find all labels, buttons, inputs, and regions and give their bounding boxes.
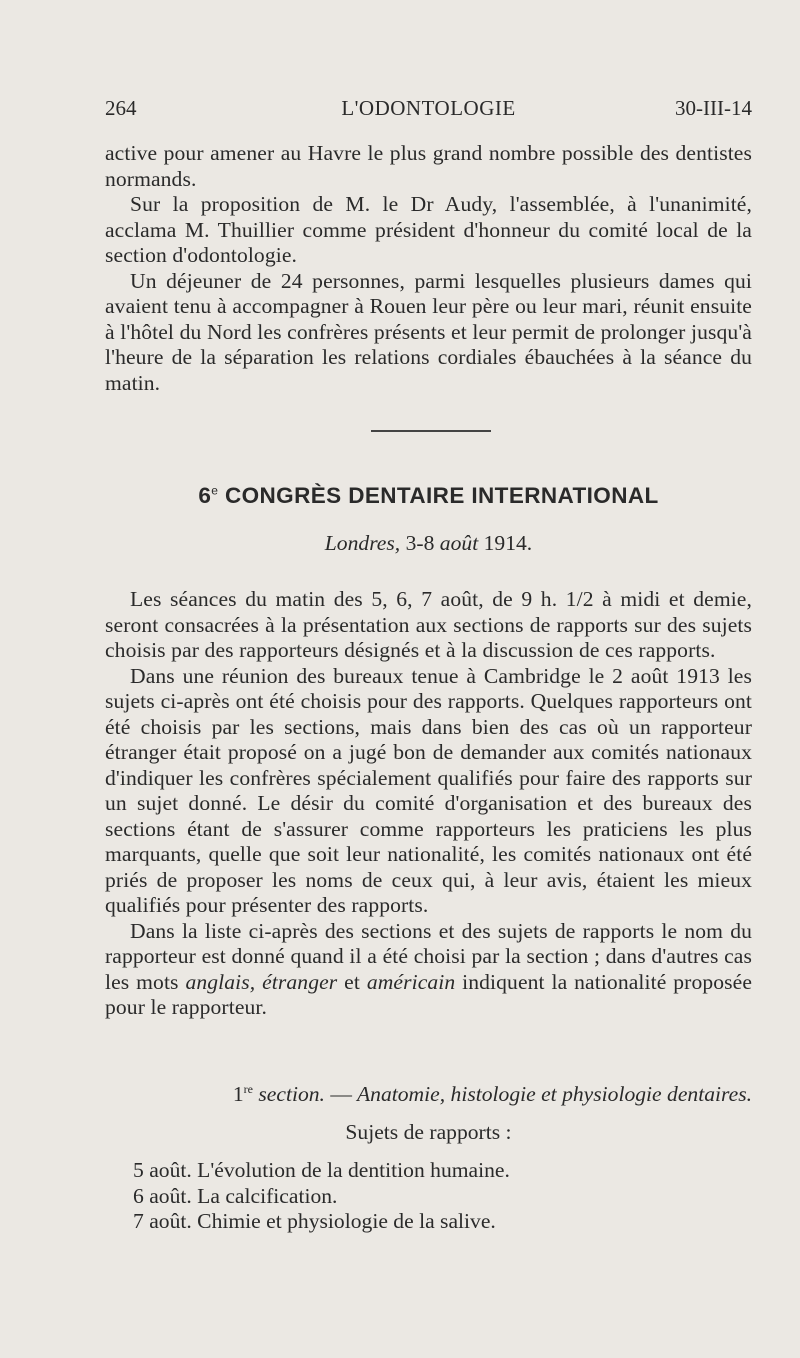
heading-ordinal-sup: e: [211, 483, 219, 498]
heading-ordinal: 6: [198, 483, 212, 508]
subject-list: [133, 1158, 510, 1235]
month: août: [439, 531, 479, 555]
italic-word: anglais,: [185, 969, 256, 994]
article-heading: [105, 483, 752, 509]
article-paragraph: Les séances du matin des 5, 6, 7 août, de 9 h. 1/2 à midi et demie, seront consacrées à la présentation aux sections de rapports sur des sujets choisis par des rapporteurs désignés et à la discussion de ces rapports.: [105, 587, 752, 662]
section-title: [105, 1082, 752, 1107]
section-number: 1: [232, 1082, 244, 1107]
section-divider: [371, 430, 491, 432]
section-dash: —: [330, 1082, 352, 1107]
year: 1914.: [483, 531, 533, 555]
journal-title: L'ODONTOLOGIE: [341, 96, 516, 120]
text-segment: indiquent la nationalité proposée pour le rapporteur.: [105, 969, 753, 1019]
intro-text: [105, 141, 752, 396]
article-subheading: [105, 531, 752, 556]
dates: 3-8: [405, 531, 435, 555]
running-head: [105, 96, 752, 130]
section-label: section.: [258, 1082, 325, 1107]
subjects-label: Sujets de rapports :: [345, 1120, 512, 1144]
place: Londres,: [324, 531, 401, 555]
article-paragraph: Dans une réunion des bureaux tenue à Cambridge le 2 août 1913 les sujets ci-après ont été choisis pour des rapports. Quelques rapporteurs ont été choisis par les sections, mais dans bien des cas où un rapporteur étranger était proposé on a jugé bon de demander aux comités nationaux d'indiquer les confrères spécialement qualifiés pour faire des rapports sur un sujet donné. Le désir du comité d'organisation et des bureaux des sections étant de s'assurer comme rapporteurs les praticiens les plus marquants, quelle que soit leur nationalité, les comités nationaux ont été priés de proposer les noms de ceux qui, à leur avis, étaient les mieux qualifiés pour présenter des rapports.: [105, 663, 752, 917]
text-segment: Dans la liste ci-après des sections et des sujets de rapports le nom du rapporteur est donné quand il a été choisi par la section ; dans d'autres cas les mots: [105, 918, 752, 994]
intro-paragraph: Un déjeuner de 24 personnes, parmi lesquelles plusieurs dames qui avaient tenu à accompagner à Rouen leur père ou leur mari, réunit ensuite à l'hôtel du Nord les confrères présents et leur permit de prolonger jusqu'à l'heure de la séparation les relations cordiales ébauchées à la séance du matin.: [105, 268, 752, 395]
list-item: 7 août. Chimie et physiologie de la salive.: [133, 1209, 496, 1233]
article-body: [105, 587, 752, 1021]
intro-paragraph: active pour amener au Havre le plus grand nombre possible des dentistes normands.: [105, 141, 752, 191]
page-number: 264: [105, 96, 137, 120]
article-paragraph-last: [105, 919, 752, 1021]
text-segment: et: [337, 969, 367, 994]
section-number-sup: re: [243, 1082, 253, 1096]
list-item: 6 août. La calcification.: [133, 1183, 338, 1208]
intro-paragraph: Sur la proposition de M. le Dr Audy, l'assemblée, à l'unanimité, acclama M. Thuillier comme président d'honneur du comité local de la section d'odontologie.: [105, 192, 752, 267]
section-name: Anatomie, histologie et physiologie dentaires.: [356, 1082, 752, 1107]
italic-word: américain: [366, 969, 456, 994]
list-item: 5 août. L'évolution de la dentition humaine.: [133, 1158, 510, 1182]
italic-word: étranger: [262, 969, 338, 994]
heading-text: CONGRÈS DENTAIRE INTERNATIONAL: [224, 483, 659, 508]
issue-date: 30-III-14: [675, 96, 752, 120]
